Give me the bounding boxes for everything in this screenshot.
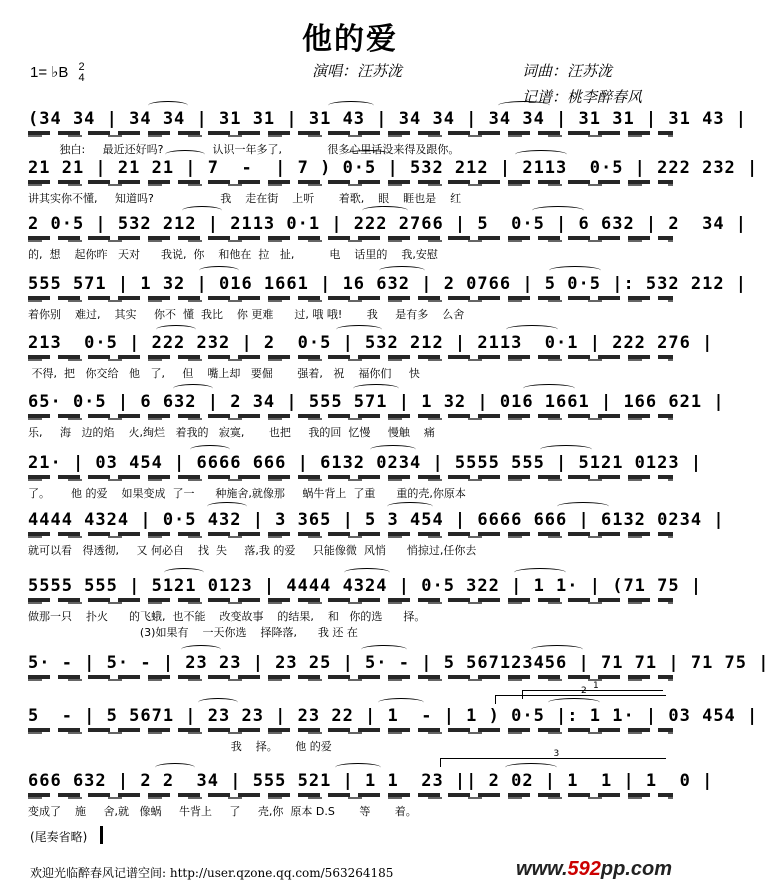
song-title: 他的爱 [302, 22, 398, 57]
beam-underline-secondary [28, 240, 673, 242]
slur-mark [549, 266, 601, 275]
lyric-line: 乐, 海 边的焰 火,绚烂 着我的 寂寞, 也把 我的回 忆慢 慢触 痛 [28, 426, 435, 439]
volta-bracket [440, 749, 666, 767]
note-line: 213 0·5 | 222 232 | 2 0·5 | 532 212 | 2113 0·1 | 222 276 | [28, 333, 714, 353]
brand-prefix: www. [516, 858, 568, 880]
note-line: 2 0·5 | 532 212 | 2113 0·1 | 222 2766 | 5 0·5 | 6 632 | 2 34 | [28, 214, 748, 234]
volta-number: 3 [553, 749, 560, 759]
beam-underline-secondary [28, 359, 673, 361]
lyric-line: 我 择。 他 的爱 [28, 740, 332, 753]
slur-mark [190, 445, 230, 454]
singer-credit: 演唱：汪苏泷 [312, 62, 403, 80]
slur-mark [164, 568, 204, 577]
slur-mark [345, 150, 391, 159]
note-line: 555 571 | 1 32 | 016 1661 | 16 632 | 2 0766 | 5 0·5 |: 532 212 | [28, 274, 748, 294]
slur-mark [370, 445, 416, 454]
lyric-line-verse3: (3)如果有 一天你选 择降落, 我 还 在 [28, 626, 358, 639]
slur-mark [336, 325, 382, 334]
slur-mark [498, 101, 550, 110]
slur-mark [506, 325, 558, 334]
slur-mark [328, 101, 374, 110]
volta-bracket [495, 686, 666, 704]
slur-mark [353, 384, 399, 393]
slur-mark [344, 568, 390, 577]
final-barline [100, 826, 103, 844]
brand-suffix: pp.com [600, 858, 672, 880]
beam-underline-secondary [28, 536, 673, 538]
lyric-line: 讲其实你不懂, 知道吗? 我 走在街 上听 着歌, 眼 睚也是 红 [28, 192, 462, 205]
beam-underline-secondary [28, 679, 673, 681]
lyric-line: 做那一只 扑火 的飞蛾, 也不能 改变故事 的结果, 和 你的选 择。 [28, 610, 426, 623]
lyric-line: 了。 他 的爱 如果变成 了一 种施舍,就像那 蜗牛背上 了重 重的壳,你原本 [28, 487, 466, 500]
key-label: 1= ♭B [30, 63, 69, 81]
note-line: 4444 4324 | 0·5 432 | 3 365 | 5 3 454 | 6666 666 | 6132 0234 | [28, 510, 725, 530]
slur-mark [181, 645, 221, 654]
slur-mark [207, 502, 247, 511]
slur-mark [165, 150, 205, 159]
transcriber-credit: 记谱：桃李醉春风 [522, 88, 643, 106]
slur-mark [514, 568, 566, 577]
beam-underline-secondary [28, 797, 673, 799]
note-line: 21 21 | 21 21 | 7 - | 7 ) 0·5 | 532 212 | 2113 0·5 | 222 232 | [28, 158, 759, 178]
slur-mark [155, 763, 195, 772]
welcome-text: 欢迎光临醉春风记谱空间: http://user.qzone.qq.com/563264185 [30, 866, 394, 880]
slur-mark [531, 645, 583, 654]
slur-mark [379, 266, 425, 275]
slur-mark [182, 206, 222, 215]
slur-mark [362, 206, 408, 215]
note-line: (34 34 | 34 34 | 31 31 | 31 43 | 34 34 | 34 34 | 31 31 | 31 43 | [28, 109, 748, 129]
volta-number: 1 [593, 681, 599, 691]
beam-underline-secondary [28, 300, 673, 302]
lyric-line: 的, 想 起你昨 天对 我说, 你 和他在 拉 扯, 电 话里的 我,安慰 [28, 248, 438, 261]
note-line: 5 - | 5 5671 | 23 23 | 23 22 | 1 - | 1 ) 0·5 |: 1 1· | 03 454 | [28, 706, 759, 726]
time-signature [79, 62, 85, 84]
beam-underline-secondary [28, 602, 673, 604]
slur-mark [532, 206, 584, 215]
slur-mark [515, 150, 567, 159]
beam-underline-secondary [28, 732, 673, 734]
site-logo[interactable] [516, 858, 672, 881]
lyric-line: 变成了 施 舍,就 像蜗 牛背上 了 壳,你 原本 D.S 等 着。 [28, 805, 417, 818]
outro-note: (尾奏省略) [30, 830, 88, 844]
lyric-line: 着你别 难过, 其实 你不 懂 我比 你 更难 过, 哦 哦! 我 是有多 么舍 [28, 308, 465, 321]
slur-mark [148, 101, 188, 110]
note-line: 65· 0·5 | 6 632 | 2 34 | 555 571 | 1 32 | 016 1661 | 166 621 | [28, 392, 725, 412]
composer-credit: 词曲：汪苏泷 [522, 62, 613, 80]
time-top: 2 [78, 61, 85, 73]
slur-mark [335, 763, 381, 772]
lyric-line: 独白: 最近还好吗? 认识一年多了, 很多心里话没来得及跟你。 [28, 143, 460, 156]
slur-mark [199, 266, 239, 275]
key-signature [30, 62, 85, 84]
slur-mark [540, 445, 592, 454]
note-line: 21· | 03 454 | 6666 666 | 6132 0234 | 5555 555 | 5121 0123 | [28, 453, 703, 473]
slur-mark [387, 502, 433, 511]
beam-underline-secondary [28, 479, 673, 481]
beam-underline-secondary [28, 135, 673, 137]
slur-mark [156, 325, 196, 334]
lyric-line: 不得, 把 你交给 他 了, 但 嘴上却 要倔 强着, 祝 福你们 快 [28, 367, 420, 380]
slur-mark [198, 698, 238, 707]
slur-mark [378, 698, 424, 707]
beam-underline-secondary [28, 184, 673, 186]
brand-number: 592 [567, 858, 601, 880]
volta-number: 2 [581, 686, 587, 696]
slur-mark [523, 384, 575, 393]
slur-mark [557, 502, 609, 511]
note-line: 5555 555 | 5121 0123 | 4444 4324 | 0·5 322 | 1 1· | (71 75 | [28, 576, 703, 596]
slur-mark [173, 384, 213, 393]
slur-mark [361, 645, 407, 654]
lyric-line: 就可以看 得透彻, 又 何必自 找 失 落,我 的爱 只能像微 风悄 悄掠过,任你去 [28, 544, 477, 557]
note-line: 666 632 | 2 2 34 | 555 521 | 1 1 23 || 2 02 | 1 1 | 1 0 | [28, 771, 714, 791]
time-bottom: 4 [78, 72, 85, 84]
note-line: 5· - | 5· - | 23 23 | 23 25 | 5· - | 5 567123456 | 71 71 | 71 75 | [28, 653, 770, 673]
beam-underline-secondary [28, 418, 673, 420]
